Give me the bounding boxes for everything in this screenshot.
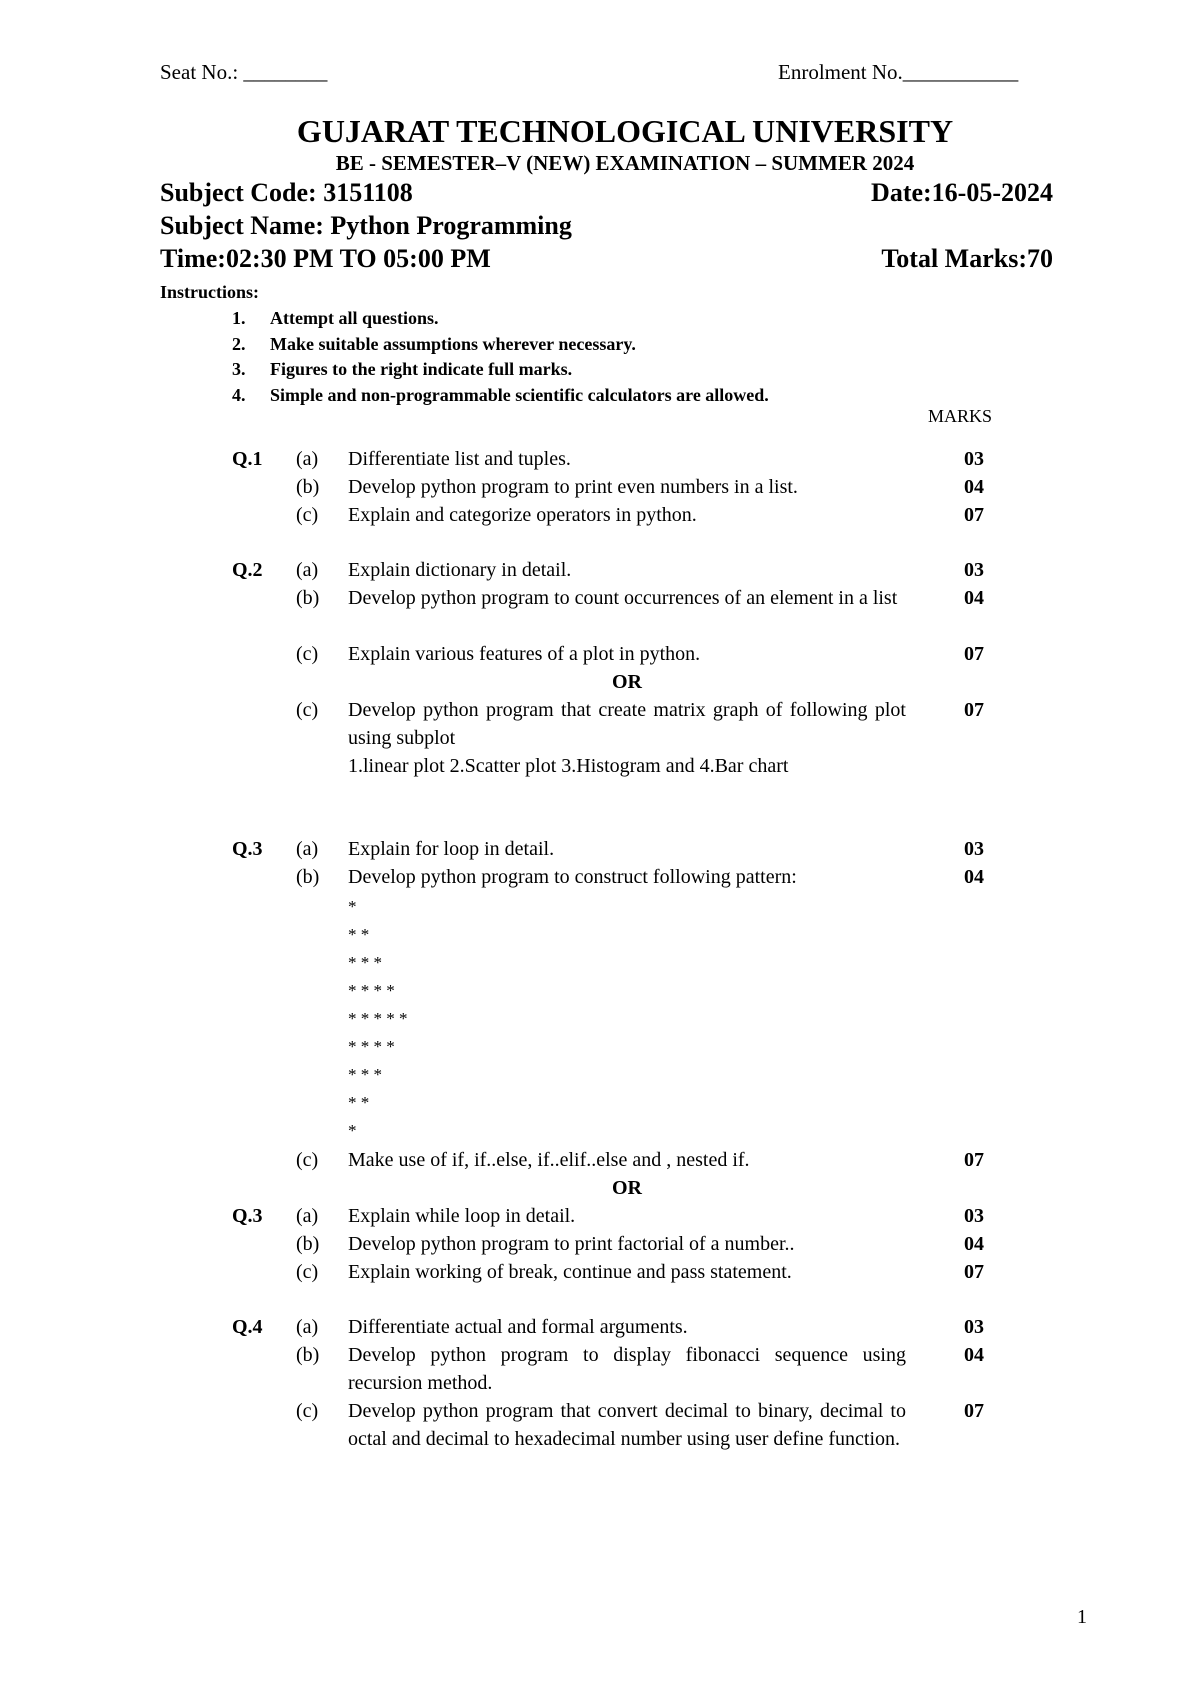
subject-name: Subject Name: Python Programming — [160, 211, 572, 240]
question-marks: 07 — [964, 1261, 984, 1283]
part-label: (b) — [296, 866, 320, 888]
question-text: Develop python program to count occurrences of an element in a list — [348, 587, 898, 609]
question-marks: 03 — [964, 1205, 984, 1227]
part-label: (c) — [296, 643, 319, 665]
pattern-line: * * * * * — [348, 1009, 408, 1028]
question-text: Develop python program to construct following pattern: — [348, 866, 797, 888]
part-label: (c) — [296, 1149, 319, 1171]
marks-column-header: MARKS — [928, 406, 993, 426]
part-label: (a) — [296, 1316, 319, 1338]
subject-code-row — [160, 178, 1053, 208]
part-label: (a) — [296, 448, 319, 470]
instructions-title: Instructions: — [160, 282, 260, 302]
question-text: Explain and categorize operators in python. — [348, 504, 697, 526]
instruction-item: 3. Figures to the right indicate full marks. — [232, 359, 573, 379]
part-label: (c) — [296, 1400, 319, 1422]
exam-time: Time:02:30 PM TO 05:00 PM — [160, 244, 491, 273]
question-marks: 07 — [964, 699, 984, 721]
part-label: (b) — [296, 1344, 320, 1366]
pattern-line: * * * — [348, 953, 382, 972]
or-separator: OR — [612, 1177, 642, 1199]
question-text: Explain for loop in detail. — [348, 838, 555, 860]
question-text: Make use of if, if..else, if..elif..else and , nested if. — [348, 1149, 750, 1171]
question-text: Develop python program to print factorial of a number.. — [348, 1233, 795, 1255]
seat-number-field: Seat No.: ________ — [160, 60, 328, 84]
question-marks: 04 — [964, 1233, 984, 1255]
part-label: (c) — [296, 1261, 319, 1283]
exam-title: BE - SEMESTER–V (NEW) EXAMINATION – SUMMER 2024 — [335, 151, 915, 175]
total-marks: Total Marks:70 — [881, 244, 1053, 273]
university-title: GUJARAT TECHNOLOGICAL UNIVERSITY — [296, 113, 954, 149]
question-marks: 07 — [964, 643, 984, 665]
question-marks: 03 — [964, 559, 984, 581]
pattern-line: * * * * — [348, 1037, 395, 1056]
question-text: Explain while loop in detail. — [348, 1205, 576, 1227]
part-label: (a) — [296, 1205, 319, 1227]
question-marks: 04 — [964, 1344, 984, 1366]
pattern-line: * * — [348, 925, 370, 944]
question-marks: 07 — [964, 1149, 984, 1171]
question-text: Differentiate list and tuples. — [348, 448, 571, 470]
instructions-list — [232, 306, 769, 408]
part-label: (c) — [296, 504, 319, 526]
question-marks: 03 — [964, 838, 984, 860]
question-text: Develop python program that create matrix graph of following plot using subplot — [348, 699, 906, 749]
question-marks: 07 — [964, 1400, 984, 1422]
part-label: (a) — [296, 559, 319, 581]
question-text: Develop python program that convert decimal to binary, decimal to octal and decimal to hexadecimal number using user define function. — [348, 1400, 906, 1450]
part-label: (b) — [296, 587, 320, 609]
question-marks: 03 — [964, 1316, 984, 1338]
question-marks: 04 — [964, 866, 984, 888]
question-marks: 03 — [964, 448, 984, 470]
question-text: Develop python program to display fibonacci sequence using recursion method. — [348, 1344, 906, 1394]
question-text: Differentiate actual and formal arguments. — [348, 1316, 688, 1338]
question-text: Develop python program to print even numbers in a list. — [348, 476, 798, 498]
question-text: Explain dictionary in detail. — [348, 559, 572, 581]
question-number: Q.2 — [232, 559, 263, 581]
pattern-line: * — [348, 897, 357, 916]
question-marks: 07 — [964, 504, 984, 526]
question-text: Explain working of break, continue and pass statement. — [348, 1261, 792, 1283]
pattern-line: * * — [348, 1093, 370, 1112]
or-separator: OR — [612, 671, 642, 693]
question-number: Q.4 — [232, 1316, 263, 1338]
question-text: Explain various features of a plot in python. — [348, 643, 701, 665]
pattern-line: * * * — [348, 1065, 382, 1084]
time-row — [160, 244, 1053, 274]
question-number: Q.3 — [232, 838, 263, 860]
part-label: (b) — [296, 476, 320, 498]
instruction-item: 1. Attempt all questions. — [232, 308, 439, 328]
part-label: (a) — [296, 838, 319, 860]
question-number: Q.3 — [232, 1205, 263, 1227]
instruction-item: 4. Simple and non-programmable scientific calculators are allowed. — [232, 384, 769, 405]
pattern-line: * — [348, 1121, 357, 1140]
part-label: (c) — [296, 699, 319, 721]
page-number: 1 — [1077, 1606, 1087, 1628]
enrolment-number-field: Enrolment No.___________ — [778, 60, 1019, 84]
exam-date: Date:16-05-2024 — [871, 178, 1053, 207]
question-marks: 04 — [964, 476, 984, 498]
instruction-item: 2. Make suitable assumptions wherever necessary. — [232, 333, 636, 354]
subject-code: Subject Code: 3151108 — [160, 178, 413, 207]
pattern-line: * * * * — [348, 981, 395, 1000]
part-label: (b) — [296, 1233, 320, 1255]
question-text-continued: 1.linear plot 2.Scatter plot 3.Histogram and 4.Bar chart — [348, 755, 789, 777]
question-marks: 04 — [964, 587, 984, 609]
question-number: Q.1 — [232, 448, 263, 470]
